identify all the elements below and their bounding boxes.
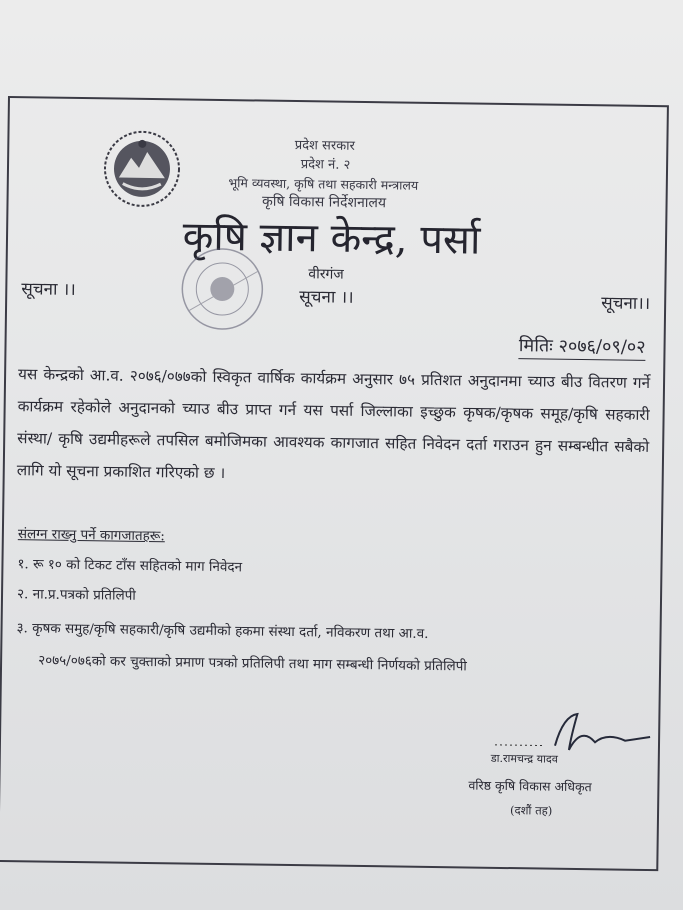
- notice-label-center: सूचना ।।: [299, 287, 354, 308]
- list-item: ३. कृषक समुह/कृषि सहकारी/कृषि उद्यमीको हकमा संस्था दर्ता, नविकरण तथा आ.व.: [16, 620, 429, 642]
- official-seal-stamp: [167, 240, 278, 338]
- letterhead: [7, 132, 666, 288]
- signatory-grade: (दशौं तह): [509, 803, 553, 818]
- signatory-title: वरिष्ठ कृषि विकास अधिकृत: [468, 777, 592, 795]
- signatory-name: डा.रामचन्द्र यादव: [490, 751, 558, 766]
- notice-border: [0, 96, 669, 871]
- office-title: कृषि ज्ञान केन्द्र, पर्सा: [182, 213, 481, 264]
- list-item: १. रू १० को टिकट टाँस सहितको माग निवेदन: [17, 556, 243, 576]
- province-label: प्रदेश नं. २: [300, 157, 351, 173]
- city-label: वीरगंज: [308, 266, 344, 283]
- notice-date: मितिः २०७६/०९/०२: [519, 333, 646, 361]
- handwritten-signature: [485, 705, 656, 757]
- enclosures-heading: संलग्न राख्नु पर्ने कागजातहरू:: [17, 526, 165, 545]
- enclosures-list: [16, 554, 648, 675]
- notice-label-left: सूचना ।।: [21, 279, 76, 300]
- directorate-label: कृषि विकास निर्देशनालय: [261, 193, 387, 212]
- notice-paragraph: यस केन्द्रको आ.व. २०७६/०७७को स्विकृत वार्षिक कार्यक्रम अनुसार ७५ प्रतिशत अनुदानमा च्याउ बीउ वितरण गर्ने कार्यक्रम रहेकोले अनुदानको च्याउ बीउ प्राप्त गर्न यस पर्सा जिल्लाका इच्छुक कृषक/कृषक समूह/कृषि सहकारी संस्था/ कृषि उद्यमीहरूले तपसिल बमोजिमका आवश्यक कागजात सहित निवेदन दर्ता गराउन हुन सम्बन्धीत सबैको लागि यो सूचना प्रकाशित गरिएको छ ।: [16, 365, 651, 483]
- government-label: प्रदेश सरकार: [294, 138, 355, 154]
- notice-label-right: सूचना।।: [601, 293, 651, 314]
- list-item: २. ना.प्र.पत्रको प्रतिलिपी: [16, 586, 136, 604]
- list-item-continuation: २०७५/०७६को कर चुक्ताको प्रमाण पत्रको प्रतिलिपी तथा माग सम्बन्धी निर्णयको प्रतिलिपी: [38, 652, 467, 675]
- ministry-label: भूमि व्यवस्था, कृषि तथा सहकारी मन्त्रालय: [228, 175, 419, 193]
